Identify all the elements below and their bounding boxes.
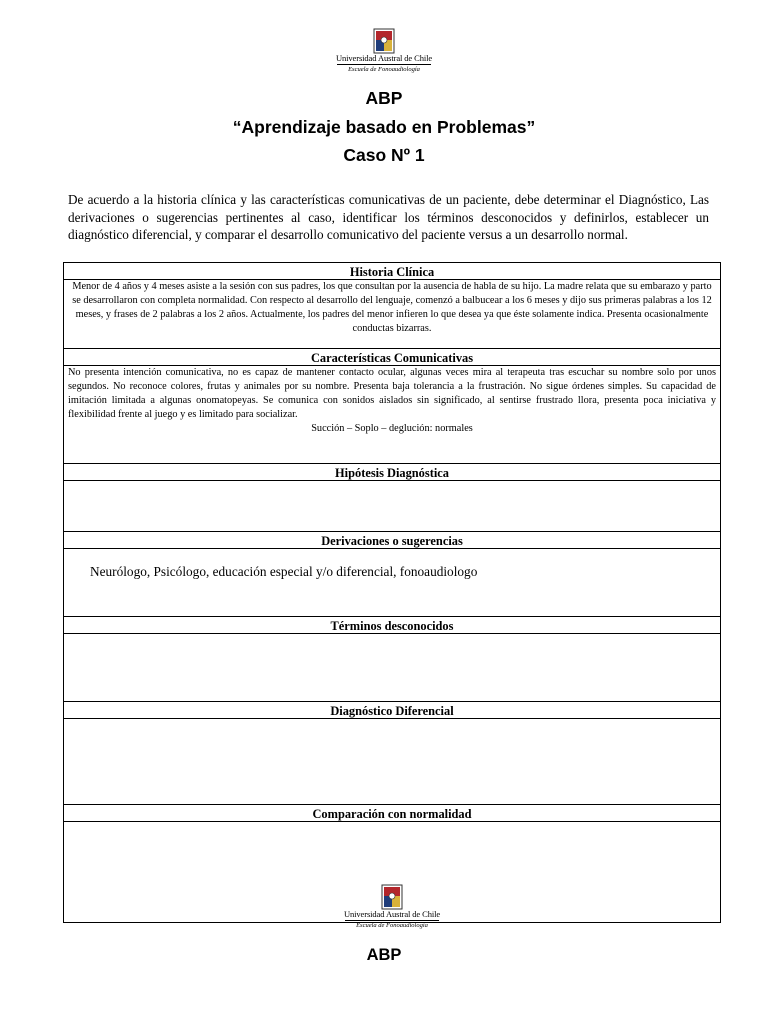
university-name: Universidad Austral de Chile: [335, 53, 433, 63]
terminos-field[interactable]: [64, 634, 721, 702]
diferencial-field[interactable]: [64, 719, 721, 805]
footer-logo: [64, 884, 720, 929]
header-logo: [0, 28, 768, 73]
caracteristicas-header: Características Comunicativas: [64, 349, 721, 366]
case-table: [63, 262, 721, 929]
historia-body: Menor de 4 años y 4 meses asiste a la sesión con sus padres, los que consultan por la ausencia de habla de su hijo. La madre relata que su embarazo y parto se desarrollaron con completa normalidad. Con respecto al desarrollo del lenguaje, comenzó a balbucear a los 6 meses y dijo sus primeras palabras a los 12 meses, y frases de 2 palabras a los 2 años. Actualmente, los padres del menor infieren lo que desea ya que éste solamente indica. Presenta ocasionalmente conductas bizarras.: [64, 280, 721, 349]
logo-divider: [337, 64, 431, 65]
school-name: Escuela de Fonoaudiología: [348, 66, 420, 73]
comparacion-header: Comparación con normalidad: [64, 805, 721, 822]
footer-university-name: Universidad Austral de Chile: [343, 909, 441, 919]
university-crest-icon: [381, 884, 403, 910]
caracteristicas-cell: [64, 366, 721, 464]
caracteristicas-body: No presenta intención comunicativa, no es capaz de mantener contacto ocular, algunas veces mira al terapeuta tras escuchar su nombre solo por unos segundos. No reconoce colores, frutas y animales por su nombre. Presenta baja tolerancia a la frustración. No sigue órdenes simples. Su capacidad de imitación limitada a algunas onomatopeyas. Se comunica con sonidos aislados sin significado, al sentirse frustrado llora, presenta poca iniciativa y flexibilidad frente al juego y es limitado para socializar.: [68, 367, 716, 420]
hipotesis-field[interactable]: [64, 481, 721, 532]
page-title-abp: ABP: [365, 88, 403, 108]
terminos-header: Términos desconocidos: [64, 617, 721, 634]
university-crest-icon: [373, 28, 395, 54]
page-title-case: Caso Nº 1: [343, 145, 425, 165]
intro-paragraph: De acuerdo a la historia clínica y las características comunicativas de un paciente, debe determinar el Diagnóstico, Las derivaciones o sugerencias pertinentes al caso, identificar los términos desconocidos y definirlos, establecer un diagnóstico diferencial, y comparar el desarrollo comunicativo del paciente versus a un desarrollo normal.: [68, 192, 709, 242]
footer-logo-divider: [345, 920, 439, 921]
derivaciones-body: Neurólogo, Psicólogo, educación especial y/o diferencial, fonoaudiologo: [64, 549, 721, 617]
hipotesis-header: Hipótesis Diagnóstica: [64, 464, 721, 481]
historia-header: Historia Clínica: [64, 263, 721, 280]
footer-abp: ABP: [366, 946, 402, 964]
footer-school-name: Escuela de Fonoaudiología: [356, 922, 428, 929]
page-title-full: “Aprendizaje basado en Problemas”: [232, 117, 536, 137]
derivaciones-header: Derivaciones o sugerencias: [64, 532, 721, 549]
comparacion-field[interactable]: [64, 822, 721, 929]
caracteristicas-note: Succión – Soplo – deglución: normales: [311, 423, 473, 434]
diferencial-header: Diagnóstico Diferencial: [64, 702, 721, 719]
